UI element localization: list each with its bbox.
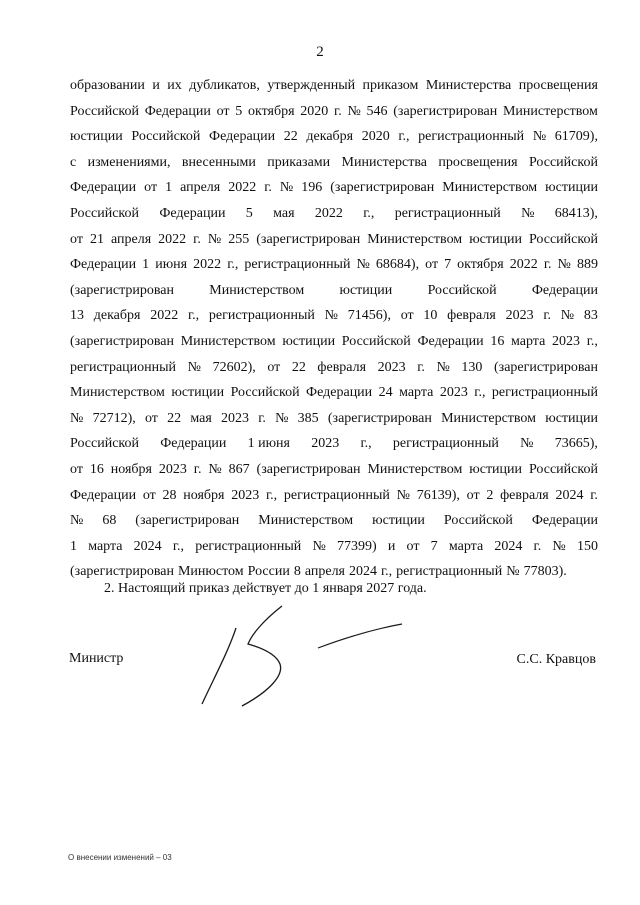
word: Министерством [441, 410, 537, 426]
word: 21 [89, 231, 104, 247]
word: 2023 [505, 308, 534, 324]
word: № [552, 538, 566, 554]
text-line [70, 355, 598, 381]
word: ноября [183, 487, 225, 503]
word: марта [511, 333, 546, 349]
word: 5 [245, 205, 253, 221]
word: Министерством [70, 385, 165, 401]
word: Федерации [306, 385, 373, 401]
word: № [207, 231, 222, 247]
word: от [466, 487, 480, 503]
word: 130 [461, 359, 483, 375]
word: 2020 [361, 129, 390, 145]
word: г. [543, 257, 552, 273]
signatory-name: С.С. Кравцов [516, 652, 596, 667]
word: просвещения [438, 154, 518, 170]
word: № [70, 513, 84, 529]
word: 77399) [337, 538, 377, 554]
text-line [70, 175, 598, 201]
word: Российской [427, 282, 497, 298]
word: приказами [267, 154, 331, 170]
word: декабря [306, 129, 354, 145]
word: дубликатов, [189, 78, 260, 93]
word: 7 [444, 257, 452, 273]
word: 22 [283, 129, 298, 145]
text-line [70, 380, 598, 406]
word: Министерством [442, 180, 538, 196]
word: 71456), [347, 308, 391, 324]
word: г., [381, 564, 393, 580]
word: регистрационный [491, 385, 598, 401]
text-line [70, 508, 598, 534]
word: 196 [301, 180, 323, 196]
word: 16 [490, 333, 505, 349]
word: 10 [423, 308, 438, 324]
word: 2024 [349, 564, 377, 580]
word: 73665), [554, 436, 598, 452]
word: Министерством [180, 333, 276, 349]
word: 2023 [439, 385, 468, 401]
text-line [70, 227, 598, 253]
text-line [70, 124, 598, 150]
word: г. [334, 103, 342, 119]
word: Российской [230, 385, 300, 401]
word: № [532, 129, 547, 145]
word: регистрационный [392, 436, 499, 452]
word: 77803). [523, 564, 567, 580]
word: № [187, 359, 201, 375]
word: июня [155, 257, 188, 273]
word: (зарегистрирован [393, 103, 498, 119]
signatory-position: Министр [69, 651, 124, 666]
word: внесенными [181, 154, 256, 170]
word: (зарегистрирован [135, 513, 240, 529]
word: России [247, 564, 290, 580]
text-line [70, 329, 598, 355]
word: 2022 [193, 257, 222, 273]
word: 83 [583, 308, 598, 324]
word: 2022 [509, 257, 538, 273]
word: от [216, 103, 230, 119]
handwritten-signature [190, 600, 410, 710]
word: № [279, 180, 294, 196]
word: № [324, 308, 339, 324]
word: Федерации [209, 129, 276, 145]
word: юстиции [545, 410, 598, 426]
word: регистрационный [244, 257, 351, 273]
word: (зарегистрирован [70, 564, 174, 580]
word: Российской [341, 333, 411, 349]
word: г. [543, 308, 551, 324]
word: юстиции [469, 231, 522, 247]
word: 2020 [300, 103, 329, 119]
word: 2022 [158, 231, 187, 247]
word: 385 [297, 410, 319, 426]
word: 2022 [228, 180, 257, 196]
word: Федерации [159, 205, 226, 221]
word: № [436, 359, 450, 375]
text-line [70, 431, 598, 457]
word: 2024 [133, 538, 162, 554]
word: Российской [70, 205, 139, 221]
word: юстиции [372, 513, 425, 529]
word: (зарегистрирован [494, 359, 598, 375]
word: 889 [576, 257, 598, 273]
word: 2023 [158, 461, 187, 477]
word: от [267, 359, 281, 375]
word: Министерством [258, 513, 354, 529]
word: регистрационный [208, 308, 315, 324]
word: 68684), [375, 257, 420, 273]
word: г., [398, 129, 410, 145]
word: г. [264, 180, 272, 196]
word: 72602), [212, 359, 256, 375]
word: 2022 [314, 205, 343, 221]
word: апреля [110, 231, 152, 247]
word: Российской [528, 231, 598, 247]
word: от [406, 538, 420, 554]
word: Министерства [425, 78, 512, 93]
word: 22 [291, 359, 306, 375]
word: Российской [70, 103, 139, 119]
word: 2 [486, 487, 494, 503]
paragraph-2: 2. Настоящий приказ действует до 1 января 2027 года. [104, 581, 427, 596]
word: и [152, 78, 160, 93]
page-number: 2 [316, 44, 324, 60]
word: 68 [102, 513, 117, 529]
word: с [70, 154, 77, 170]
word: февраля [447, 308, 496, 324]
word: г. [193, 461, 202, 477]
word: г. [590, 487, 598, 503]
word: от [142, 487, 156, 503]
word: их [167, 78, 182, 93]
text-line [70, 406, 598, 432]
word: от [425, 257, 439, 273]
text-line [70, 73, 598, 99]
word: 2023 [552, 333, 581, 349]
word: 546 [366, 103, 388, 119]
paragraph-1 [70, 73, 598, 585]
word: № [347, 103, 361, 119]
text-line [70, 483, 598, 509]
word: юстиции [70, 129, 123, 145]
word: регистрационный [394, 205, 501, 221]
word: Федерации [531, 513, 598, 529]
word: г. [258, 410, 266, 426]
word: 867 [228, 461, 250, 477]
word: декабря [93, 308, 141, 324]
word: Российской [528, 461, 598, 477]
word: 1 [165, 180, 173, 196]
word: № [208, 461, 222, 477]
word: марта [88, 538, 123, 554]
word: февраля [500, 487, 549, 503]
word: Российской [131, 129, 201, 145]
word: регистрационный [396, 564, 503, 580]
word: (зарегистрирован [70, 333, 174, 349]
word: № [275, 410, 289, 426]
word: юстиции [339, 282, 393, 298]
word: и [387, 538, 396, 554]
word: мая [273, 205, 295, 221]
word: образовании [70, 78, 145, 93]
text-line [70, 201, 598, 227]
word: изменениями, [87, 154, 171, 170]
word: г., [265, 487, 278, 503]
word: Министерством [502, 103, 598, 119]
word: регистрационный [195, 538, 302, 554]
word: Федерации [144, 103, 211, 119]
word: октября [457, 257, 504, 273]
word: № [506, 564, 520, 580]
word: 24 [378, 385, 393, 401]
word: просвещения [518, 78, 598, 93]
word: Российской [70, 436, 139, 452]
word: г., [586, 333, 598, 349]
word: г., [227, 257, 239, 273]
word: Министерства [341, 154, 427, 170]
word: февраля [317, 359, 367, 375]
word: 1 [142, 257, 150, 273]
word: 72712), [92, 410, 136, 426]
word: 2023 [220, 410, 249, 426]
word: Федерации [531, 282, 598, 298]
word: от [70, 231, 83, 247]
word: Федерации [417, 333, 484, 349]
word: утвержденный [267, 78, 356, 93]
word: 150 [576, 538, 598, 554]
word: Министерством [367, 461, 463, 477]
word: г., [172, 538, 185, 554]
word: г., [363, 205, 375, 221]
word: от [400, 308, 414, 324]
text-line [70, 534, 598, 560]
word: № [70, 410, 84, 426]
word: № [312, 538, 326, 554]
word: 2023 [377, 359, 406, 375]
text-line [70, 252, 598, 278]
text-line [70, 150, 598, 176]
word: № [396, 487, 411, 503]
word: 2023 [311, 436, 340, 452]
footer-note: О внесении изменений – 03 [68, 853, 172, 862]
word: (зарегистрирован [327, 410, 432, 426]
word: (зарегистрирован [70, 282, 174, 298]
word: (зарегистрирован [330, 180, 435, 196]
word: 2023 [231, 487, 260, 503]
word: от [144, 180, 158, 196]
word: 61709), [554, 129, 598, 145]
word: 22 [167, 410, 182, 426]
word: (зарегистрирован [256, 461, 361, 477]
word: 2022 [150, 308, 179, 324]
word: № [557, 257, 571, 273]
word: марта [399, 385, 434, 401]
word: Федерации [70, 487, 137, 503]
word: Федерации [70, 180, 137, 196]
word: 1 июня [247, 436, 290, 452]
word: юстиции [469, 461, 523, 477]
word: апреля [180, 180, 221, 196]
text-line [70, 303, 598, 329]
word: № [520, 436, 534, 452]
word: г., [474, 385, 486, 401]
word: апреля [304, 564, 345, 580]
word: г., [360, 436, 372, 452]
word: приказом [362, 78, 419, 93]
word: регистрационный [283, 487, 390, 503]
word: г. [193, 231, 201, 247]
word: Российской [528, 154, 598, 170]
word: 16 [89, 461, 104, 477]
word: Федерации [70, 257, 137, 273]
word: 76139), [416, 487, 460, 503]
word: 28 [162, 487, 177, 503]
word: Министерством [367, 231, 463, 247]
word: 8 [293, 564, 301, 580]
word: г. [533, 538, 542, 554]
word: юстиции [282, 333, 336, 349]
word: 13 [70, 308, 84, 324]
word: Минюстом [177, 564, 244, 580]
word: 1 [70, 538, 77, 554]
word: октября [248, 103, 295, 119]
text-line [70, 278, 598, 304]
word: регистрационный [418, 129, 525, 145]
word: Российской [443, 513, 513, 529]
word: № [521, 205, 535, 221]
word: № [356, 257, 370, 273]
word: регистрационный [70, 359, 177, 375]
word: г., [187, 308, 200, 324]
word: юстиции [545, 180, 598, 196]
word: юстиции [171, 385, 225, 401]
word: г. [417, 359, 425, 375]
word: Федерации [160, 436, 227, 452]
word: марта [448, 538, 484, 554]
word: 2024 [494, 538, 523, 554]
word: 68413), [554, 205, 598, 221]
word: ноября [110, 461, 152, 477]
word: мая [190, 410, 212, 426]
text-line [70, 99, 598, 125]
word: 7 [430, 538, 438, 554]
word: Министерством [209, 282, 305, 298]
text-line [70, 457, 598, 483]
word: от [70, 461, 83, 477]
word: 5 [235, 103, 243, 119]
word: 255 [228, 231, 250, 247]
word: 2024 [555, 487, 584, 503]
word: (зарегистрирован [256, 231, 361, 247]
word: № [560, 308, 575, 324]
word: от [144, 410, 158, 426]
